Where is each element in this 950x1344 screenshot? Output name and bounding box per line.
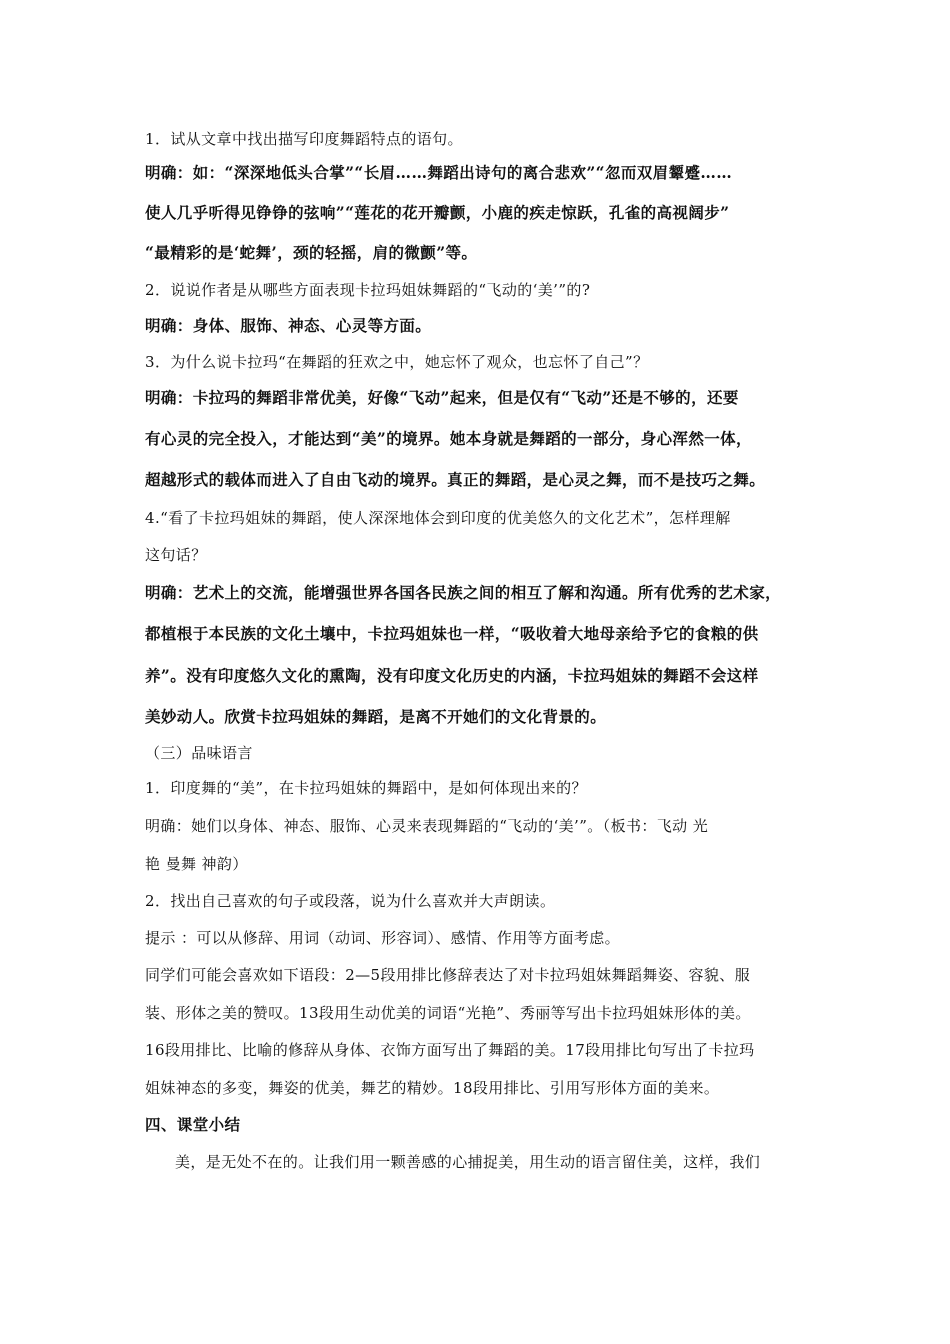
answer-4-line-2: 都植根于本民族的文化土壤中，卡拉玛姐妹也一样，“吸收着大地母亲给予它的食粮的供 <box>145 624 759 643</box>
answer-1-line-3: “最精彩的是‘蛇舞’，颈的轻摇，肩的微颤”等。 <box>145 243 478 262</box>
answer-1-line-2: 使人几乎听得见铮铮的弦响”“莲花的花开瓣颤，小鹿的疾走惊跃，孔雀的高视阔步” <box>145 203 730 222</box>
answer-3-line-3: 超越形式的载体而进入了自由飞动的境界。真正的舞蹈，是心灵之舞，而不是技巧之舞。 <box>145 470 766 489</box>
hint-line: 提示 ：可以从修辞、用词（动词、形容词）、感情、作用等方面考虑。 <box>145 929 621 947</box>
paragraph-line-1: 同学们可能会喜欢如下语段：2—5段用排比修辞表达了对卡拉玛姐妹舞蹈舞姿、容貌、服 <box>145 966 751 984</box>
taste-answer-1-line-1: 明确：她们以身体、神态、服饰、心灵来表现舞蹈的“飞动的‘美’”。（板书：飞动 光 <box>145 817 709 835</box>
question-2: 2．说说作者是从哪些方面表现卡拉玛姐妹舞蹈的“飞动的‘美’”的? <box>145 281 591 299</box>
section-heading-summary: 四、课堂小结 <box>145 1115 241 1134</box>
paragraph-line-2: 装、形体之美的赞叹。13段用生动优美的词语“光艳”、秀丽等写出卡拉玛姐妹形体的美。 <box>145 1004 751 1022</box>
answer-3-line-2: 有心灵的完全投入，才能达到“美”的境界。她本身就是舞蹈的一部分，身心浑然一体， <box>145 429 752 448</box>
section-heading-taste-language: （三）品味语言 <box>145 744 253 762</box>
taste-answer-1-line-2: 艳 曼舞 神韵） <box>145 855 248 873</box>
paragraph-line-4: 姐妹神态的多变，舞姿的优美，舞艺的精妙。18段用排比、引用写形体方面的美来。 <box>145 1079 720 1097</box>
answer-4-line-4: 美妙动人。欣赏卡拉玛姐妹的舞蹈，是离不开她们的文化背景的。 <box>145 707 607 726</box>
question-1: 1．试从文章中找出描写印度舞蹈特点的语句。 <box>145 130 463 148</box>
answer-4-line-3: 养”。没有印度悠久文化的熏陶，没有印度文化历史的内涵，卡拉玛姐妹的舞蹈不会这样 <box>145 666 759 685</box>
taste-question-2: 2．找出自己喜欢的句子或段落，说为什么喜欢并大声朗读。 <box>145 892 556 910</box>
question-3: 3．为什么说卡拉玛“在舞蹈的狂欢之中，她忘怀了观众，也忘怀了自己”？ <box>145 353 649 371</box>
question-4-line-2: 这句话？ <box>145 546 207 564</box>
paragraph-line-3: 16段用排比、比喻的修辞从身体、衣饰方面写出了舞蹈的美。17段用排比句写出了卡拉玛 <box>145 1041 755 1059</box>
answer-1-line-1: 明确：如：“深深地低头合掌”“长眉……舞蹈出诗句的离合悲欢”“忽而双眉颦蹙…… <box>145 163 733 182</box>
taste-question-1: 1．印度舞的“美”，在卡拉玛姐妹的舞蹈中，是如何体现出来的？ <box>145 779 587 797</box>
answer-4-line-1: 明确：艺术上的交流，能增强世界各国各民族之间的相互了解和沟通。所有优秀的艺术家， <box>145 583 782 602</box>
summary-line-1: 美，是无处不在的。让我们用一颗善感的心捕捉美，用生动的语言留住美，这样，我们 <box>175 1153 761 1171</box>
question-4-line-1: 4.“看了卡拉玛姐妹的舞蹈，使人深深地体会到印度的优美悠久的文化艺术”，怎样理解 <box>145 509 731 527</box>
answer-3-line-1: 明确：卡拉玛的舞蹈非常优美，好像“飞动”起来，但是仅有“飞动”还是不够的，还要 <box>145 388 739 407</box>
answer-2: 明确：身体、服饰、神态、心灵等方面。 <box>145 316 432 335</box>
